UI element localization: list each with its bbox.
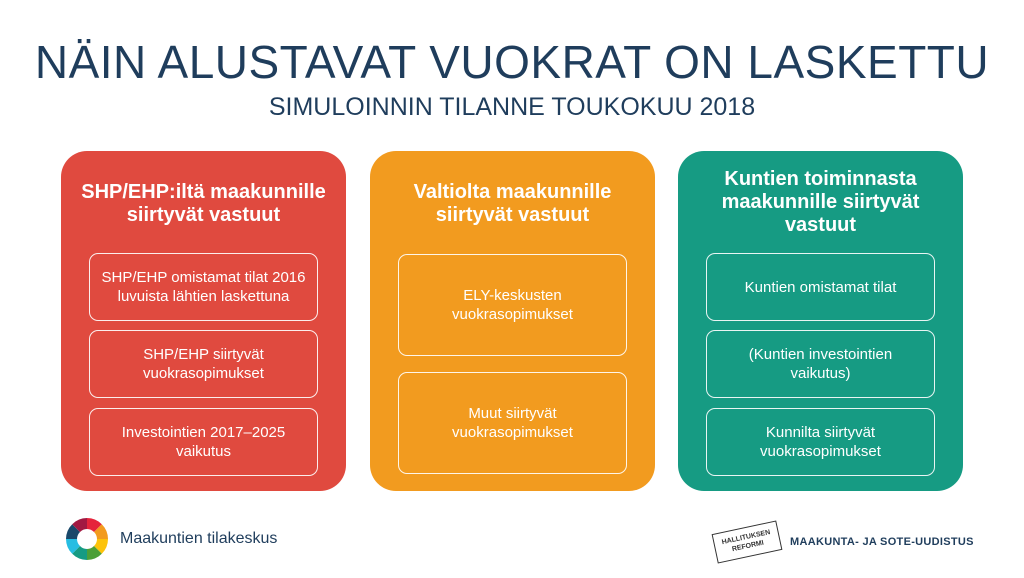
column-heading: Kuntien toiminnasta maakunnille siirtyvät vastuut [721,168,920,236]
reformi-stamp: HALLITUKSEN REFORMI [712,520,783,563]
sdg-wheel-icon [62,516,112,562]
item-box: Kunnilta siirtyvät vuokrasopimukset [706,408,935,476]
column-valtio [370,151,655,491]
column-heading: SHP/EHP:iltä maakunnille siirtyvät vastuut [81,181,326,226]
item-box: SHP/EHP omistamat tilat 2016 luvuista lähtien laskettuna [89,253,318,321]
column-shp-ehp [61,151,346,491]
column-heading: Valtiolta maakunnille siirtyvät vastuut [413,181,612,226]
maakuntien-tilakeskus-logo [62,516,277,562]
left-logo-text: Maakuntien tilakeskus [120,530,278,547]
column-kunnat [678,151,963,491]
page-subtitle: SIMULOINNIN TILANNE TOUKOKUU 2018 [268,93,756,121]
item-box: ELY-keskusten vuokrasopimukset [398,254,627,356]
item-box: Investointien 2017–2025 vaikutus [89,408,318,476]
item-box: SHP/EHP siirtyvät vuokrasopimukset [89,330,318,398]
right-logo-text: MAAKUNTA- JA SOTE-UUDISTUS [790,536,974,548]
item-box: (Kuntien investointien vaikutus) [706,330,935,398]
maakunta-sote-uudistus-logo [714,522,974,562]
item-box: Muut siirtyvät vuokrasopimukset [398,372,627,474]
page-title: NÄIN ALUSTAVAT VUOKRAT ON LASKETTU [34,36,990,88]
item-box: Kuntien omistamat tilat [706,253,935,321]
